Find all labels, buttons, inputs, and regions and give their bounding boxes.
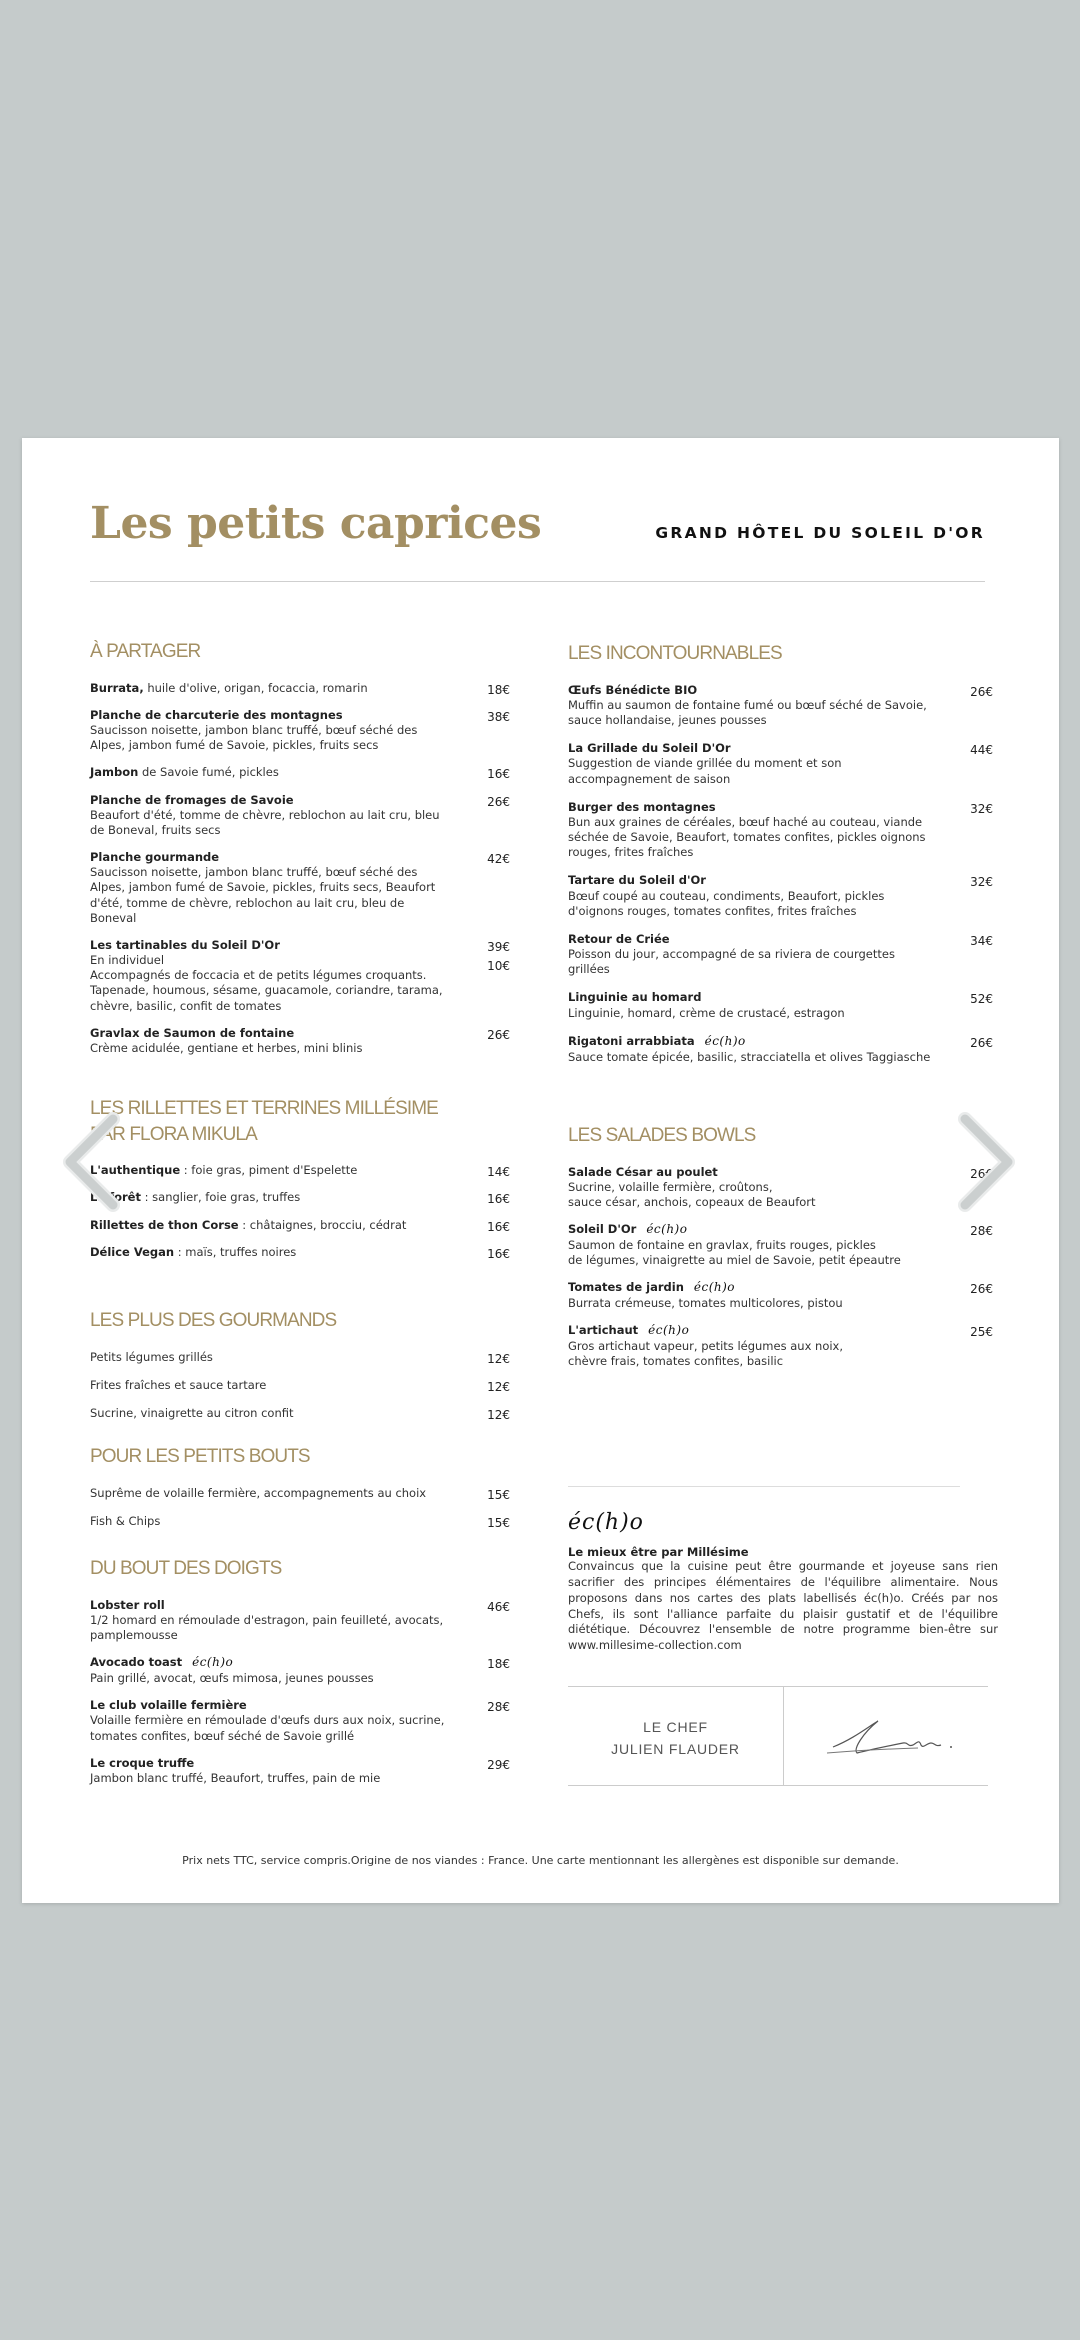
item-price: 26€	[487, 794, 510, 809]
page-title: Les petits caprices	[90, 498, 542, 549]
item-price: 12€	[487, 1407, 510, 1422]
item-price: 16€	[487, 1192, 510, 1207]
header-divider	[90, 581, 985, 582]
item-price: 39€ 10€	[487, 939, 510, 974]
menu-item-list	[568, 1165, 993, 1370]
item-name: Le club volaille fermière	[90, 1698, 247, 1713]
item-description: Muffin au saumon de fontaine fumé ou bœuf séché de Savoie, sauce hollandaise, jeunes pousses	[568, 697, 927, 727]
item-price: 42€	[487, 852, 510, 867]
menu-item-list	[568, 683, 993, 1065]
item-price: 25€	[970, 1325, 993, 1340]
echo-text: Convaincus que la cuisine peut être gourmande et joyeuse sans rien sacrifier des principes élémentaires de l'équilibre alimentaire. Nous proposons dans nos cartes des plats labellisés éc(h)o. Créés par nos Chefs, ils sont l'alliance parfaite du plaisir gustatif et de l'équilibre diététique. Découvrez l'ensemble de notre programme bien-être sur www.millesime-collection.com	[568, 1559, 998, 1653]
item-price: 18€	[487, 1657, 510, 1672]
item-price: 44€	[970, 743, 993, 758]
item-name: Œufs Bénédicte BIO	[568, 682, 698, 697]
menu-item	[90, 1655, 510, 1686]
section-title: POUR LES PETITS BOUTS	[90, 1446, 310, 1467]
menu-item	[90, 1378, 510, 1393]
item-name: Tomates de jardin	[568, 1280, 684, 1295]
item-price: 16€	[487, 1246, 510, 1261]
menu-item	[90, 1514, 510, 1529]
item-description: Saumon de fontaine en gravlax, fruits rouges, pickles de légumes, vinaigrette au miel de Savoie, petit épeautre	[568, 1237, 901, 1268]
menu-section	[568, 641, 993, 1078]
previous-page-chevron-icon[interactable]	[58, 1107, 128, 1217]
item-description: : sanglier, foie gras, truffes	[140, 1190, 301, 1205]
item-name: Gravlax de Saumon de fontaine	[90, 1025, 295, 1040]
menu-item	[568, 1222, 993, 1268]
item-name: Salade César au poulet	[568, 1164, 718, 1179]
item-name: Linguinie au homard	[568, 990, 702, 1005]
menu-item	[568, 741, 993, 787]
item-name: La Grillade du Soleil D'Or	[568, 741, 731, 756]
menu-item-list	[90, 1486, 510, 1529]
item-description: : châtaignes, brocciu, cédrat	[238, 1217, 407, 1232]
section-title: LES PLUS DES GOURMANDS	[90, 1310, 337, 1331]
item-price: 34€	[970, 933, 993, 948]
section-title: LES RILLETTES ET TERRINES MILLÉSIME PAR FLORA MIKULA	[90, 1098, 438, 1145]
menu-item	[90, 1163, 510, 1178]
chef-title: LE CHEF	[643, 1719, 708, 1735]
menu-item	[568, 1323, 993, 1369]
item-name: Planche gourmande	[90, 850, 220, 865]
item-description: Gros artichaut vapeur, petits légumes aux noix, chèvre frais, tomates confites, basilic	[568, 1339, 844, 1369]
menu-item	[90, 793, 510, 839]
menu-item	[90, 1486, 510, 1501]
item-name: Planche de charcuterie des montagnes	[90, 707, 343, 722]
footer-note: Prix nets TTC, service compris.Origine de nos viandes : France. Une carte mentionnant les allergènes est disponible sur demande.	[182, 1854, 899, 1867]
item-description: Saucisson noisette, jambon blanc truffé, bœuf séché des Alpes, jambon fumé de Savoie, pickles, fruits secs, Beaufort d'été, tomme de chèvre, reblochon au lait cru, bleu de Boneval	[90, 865, 436, 925]
section-title: LES INCONTOURNABLES	[568, 643, 782, 664]
item-price: 29€	[487, 1757, 510, 1772]
item-price: 12€	[487, 1379, 510, 1394]
item-description: huile d'olive, origan, focaccia, romarin	[143, 680, 368, 695]
item-price: 18€	[487, 682, 510, 697]
item-price: 26€	[970, 684, 993, 699]
menu-item-list	[90, 1598, 510, 1786]
item-name: Suprême de volaille fermière, accompagnements au choix	[90, 1485, 427, 1500]
menu-item	[90, 1245, 510, 1260]
item-price: 32€	[970, 801, 993, 816]
item-price: 16€	[487, 767, 510, 782]
item-description: : foie gras, piment d'Espelette	[180, 1163, 358, 1178]
item-description: Suggestion de viande grillée du moment et son accompagnement de saison	[568, 756, 842, 786]
section-title: LES SALADES BOWLS	[568, 1125, 756, 1146]
item-name: Soleil D'Or	[568, 1222, 637, 1237]
item-description: Bœuf coupé au couteau, condiments, Beaufort, pickles d'oignons rouges, tomates confites, frites fraîches	[568, 888, 885, 918]
item-price: 46€	[487, 1599, 510, 1614]
next-page-chevron-icon[interactable]	[950, 1107, 1020, 1217]
echo-logo: éc(h)o	[568, 1510, 644, 1535]
echo-label: éc(h)o	[192, 1655, 234, 1670]
item-name: Frites fraîches et sauce tartare	[90, 1377, 267, 1392]
menu-item	[568, 1034, 993, 1065]
menu-item	[90, 1756, 510, 1786]
item-name: Le croque truffe	[90, 1755, 195, 1770]
item-description: Jambon blanc truffé, Beaufort, truffes, pain de mie	[90, 1770, 381, 1785]
menu-section	[90, 1556, 510, 1798]
item-description: Saucisson noisette, jambon blanc truffé, bœuf séché des Alpes, jambon fumé de Savoie, pickles, fruits secs	[90, 722, 418, 753]
item-description: Linguinie, homard, crème de crustacé, estragon	[568, 1005, 845, 1020]
echo-label: éc(h)o	[693, 1280, 736, 1295]
item-name: Sucrine, vinaigrette au citron confit	[90, 1405, 294, 1420]
menu-section	[90, 639, 510, 1068]
menu-item	[568, 800, 993, 861]
menu-item	[90, 1698, 510, 1744]
item-price: 26€	[970, 1282, 993, 1297]
chef-divider	[783, 1687, 784, 1785]
menu-item	[568, 932, 993, 978]
menu-item	[90, 938, 510, 1014]
item-name: Avocado toast	[90, 1655, 183, 1670]
item-name: Lobster roll	[90, 1597, 165, 1612]
item-name: Petits légumes grillés	[90, 1349, 213, 1364]
menu-item	[90, 1350, 510, 1365]
menu-item	[90, 765, 510, 780]
item-price: 26€	[970, 1035, 993, 1050]
item-description: En individuel Accompagnés de foccacia et de petits légumes croquants. Tapenade, houmous, sésame, guacamole, coriandre, tarama, chèvre, basilic, confit de tomates	[90, 953, 443, 1013]
echo-heading: Le mieux être par Millésime	[568, 1545, 749, 1559]
item-description: Sucrine, volaille fermière, croûtons, sauce césar, anchois, copeaux de Beaufort	[568, 1179, 816, 1209]
menu-item	[90, 1218, 510, 1233]
item-description: : maïs, truffes noires	[174, 1244, 297, 1259]
menu-section	[568, 1123, 993, 1382]
menu-item	[90, 1026, 510, 1056]
item-price: 16€	[487, 1219, 510, 1234]
section-title: DU BOUT DES DOIGTS	[90, 1558, 282, 1579]
item-price: 28€	[970, 1224, 993, 1239]
echo-label: éc(h)o	[646, 1222, 688, 1237]
menu-item-list	[90, 681, 510, 1056]
menu-item	[568, 1165, 993, 1211]
item-description: de Savoie fumé, pickles	[138, 765, 279, 780]
chef-signature-box	[568, 1686, 988, 1786]
item-name: Fish & Chips	[90, 1513, 161, 1528]
item-price: 28€	[487, 1700, 510, 1715]
item-name: Délice Vegan	[90, 1244, 175, 1259]
item-description: Crème acidulée, gentiane et herbes, mini blinis	[90, 1040, 363, 1055]
menu-item-list	[90, 1163, 510, 1260]
menu-section	[90, 1308, 510, 1434]
item-name: L'artichaut	[568, 1323, 639, 1338]
item-description: Pain grillé, avocat, œufs mimosa, jeunes pousses	[90, 1670, 374, 1685]
item-description: Burrata crémeuse, tomates multicolores, pistou	[568, 1296, 843, 1311]
item-name: Planche de fromages de Savoie	[90, 792, 294, 807]
item-name: Retour de Criée	[568, 931, 670, 946]
menu-item	[90, 1190, 510, 1205]
item-description: Sauce tomate épicée, basilic, stracciatella et olives Taggiasche	[568, 1049, 931, 1064]
chef-fullname: JULIEN FLAUDER	[611, 1740, 740, 1757]
item-name: Les tartinables du Soleil D'Or	[90, 937, 280, 952]
echo-label: éc(h)o	[704, 1033, 746, 1048]
item-name: Burrata,	[90, 680, 144, 695]
item-name: La forêt	[90, 1190, 141, 1205]
item-price: 14€	[487, 1165, 510, 1180]
item-price: 26€	[970, 1166, 993, 1181]
menu-item	[568, 683, 993, 729]
item-name: L'authentique	[90, 1163, 181, 1178]
echo-divider	[568, 1486, 960, 1487]
item-description: Bun aux graines de céréales, bœuf haché au couteau, viande séchée de Savoie, Beaufort, tomates confites, pickles oignons rouges, frites fraîches	[568, 814, 926, 860]
echo-info-block	[568, 1510, 998, 1654]
item-name: Tartare du Soleil d'Or	[568, 873, 706, 888]
menu-item	[90, 1406, 510, 1421]
menu-item-list	[90, 1350, 510, 1422]
menu-item	[90, 708, 510, 754]
echo-label: éc(h)o	[648, 1323, 690, 1338]
menu-section	[90, 1444, 510, 1542]
item-price: 26€	[487, 1027, 510, 1042]
menu-item	[90, 850, 510, 926]
item-price: 38€	[487, 709, 510, 724]
menu-page	[22, 438, 1059, 1903]
menu-item	[90, 1598, 510, 1644]
item-price: 12€	[487, 1351, 510, 1366]
menu-item	[568, 1280, 993, 1311]
menu-item	[568, 873, 993, 919]
item-price: 15€	[487, 1515, 510, 1530]
menu-item	[568, 990, 993, 1020]
item-description: Volaille fermière en rémoulade d'œufs durs aux noix, sucrine, tomates confites, bœuf séché de Savoie grillé	[90, 1713, 445, 1743]
item-price: 32€	[970, 875, 993, 890]
item-name: Rillettes de thon Corse	[90, 1217, 239, 1232]
item-name: Burger des montagnes	[568, 799, 716, 814]
hotel-name: GRAND HÔTEL DU SOLEIL D'OR	[655, 524, 985, 542]
item-description: Beaufort d'été, tomme de chèvre, reblochon au lait cru, bleu de Boneval, fruits secs	[90, 807, 440, 837]
item-name: Rigatoni arrabbiata	[568, 1033, 695, 1048]
item-price: 15€	[487, 1487, 510, 1502]
menu-item	[90, 681, 510, 696]
item-description: Poisson du jour, accompagné de sa riviera de courgettes grillées	[568, 947, 895, 977]
item-price: 52€	[970, 992, 993, 1007]
chef-signature-icon	[823, 1709, 963, 1764]
item-description: 1/2 homard en rémoulade d'estragon, pain feuilleté, avocats, pamplemousse	[90, 1612, 444, 1642]
menu-section	[90, 1096, 510, 1272]
item-name: Jambon	[90, 765, 139, 780]
section-title: À PARTAGER	[90, 641, 201, 662]
chef-name	[568, 1717, 783, 1760]
